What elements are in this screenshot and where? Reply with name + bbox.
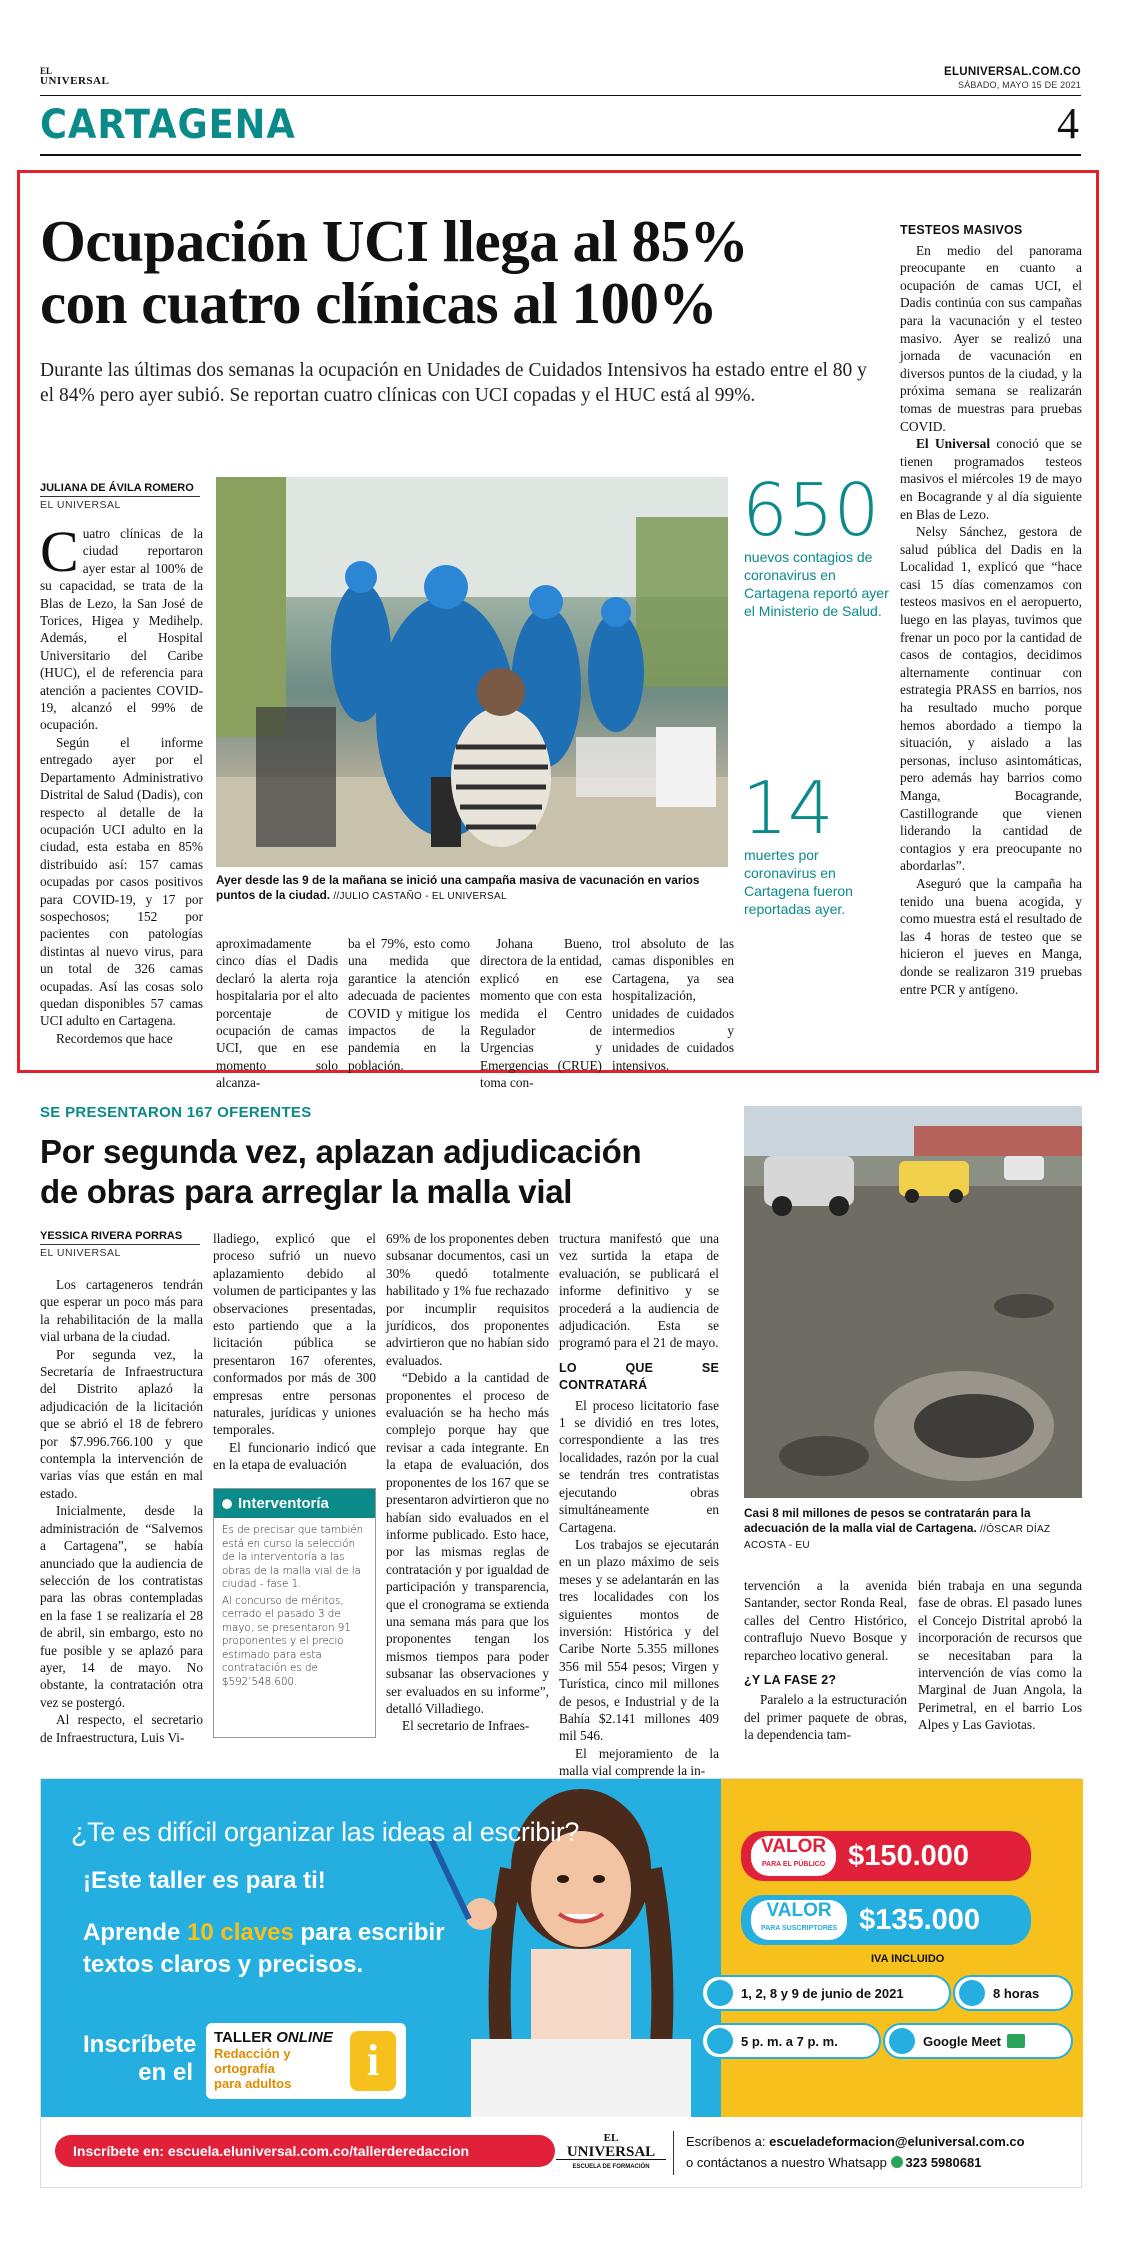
- article1-col1: [40, 519, 203, 1047]
- road-photo-illustration: [744, 1106, 1082, 1498]
- masthead-site: ELUNIVERSAL.COM.CO: [943, 66, 1081, 78]
- article2-col3-p3: El secretario de Infraes-: [402, 1718, 530, 1734]
- article2-col1-p2: Por segunda vez, la Secretaría de Infraestructura del Distrito aplazó la adjudicación de la licitación que se abrió el 18 de febrero por $7.996.766.100 y que contempla la intervención de varias vías que están en mal estado.: [40, 1346, 203, 1501]
- masthead-date: SÁBADO, MAYO 15 DE 2021: [958, 80, 1081, 90]
- article1-sidebar-p2: El Universal conoció que se tienen programados testeos masivos el miércoles 19 de mayo en Bocagrande y al día siguiente en Blas de Lezo.: [900, 436, 1083, 522]
- interventoria-body: [214, 1518, 375, 1695]
- ad-question: ¿Te es difícil organizar las ideas al escribir?: [71, 1817, 580, 1847]
- timer-icon: [707, 2028, 733, 2054]
- writing-course-ad: [40, 1778, 1082, 2188]
- road-photo: [744, 1106, 1082, 1498]
- road-photo-credit: //ÓSCAR DÍAZ ACOSTA - EU: [744, 1524, 1051, 1551]
- dates-pill: 1, 2, 8 y 9 de junio de 2021: [701, 1975, 951, 2011]
- contact-whatsapp[interactable]: 323 5980681: [905, 2155, 982, 2170]
- section-name: CARTAGENA: [40, 102, 296, 148]
- article2-col6-p1: bién trabaja en una segunda fase de obras. El pasado lunes el Concejo Distrital aprobó la incorporación de recursos que se necesitaban para la intervención de vías como la Marginal de Juan Angola, la Perimetral, en el barrio Los Alpes y Las Gaviotas.: [918, 1578, 1082, 1733]
- ad-right-panel: [721, 1779, 1083, 2117]
- platform-pill: Google Meet: [883, 2023, 1073, 2059]
- article2-col2-p1: lladiego, explicó que el proceso sufrió un nuevo aplazamiento debido al volumen de participantes y las observaciones presentadas, esto partiendo que a la licitación pública se presentaron 167 oferentes, conformados por más de 300 empresas entre personas naturales, jurídicas y uniones temporales.: [213, 1231, 376, 1438]
- stat-14-text: muertes por coronavirus en Cartagena fueron reportadas ayer.: [744, 847, 853, 917]
- iva-note: IVA INCLUIDO: [871, 1953, 945, 1965]
- article2-kicker: SE PRESENTARON 167 OFERENTES: [40, 1104, 312, 1121]
- article1-sidebar: [900, 222, 1082, 998]
- time-pill: 5 p. m. a 7 p. m.: [701, 2023, 881, 2059]
- price-subscribers: VALOR PARA SUSCRIPTORES $135.000: [741, 1895, 1031, 1945]
- article1-sidebar-p1: En medio del panorama preocupante en cuanto a ocupación de camas UCI, el Dadis continúa con sus campañas para la vacunación y el testeo masivo. Ayer se realizó una jornada de vacunación en diversos puntos de la ciudad, y la próxima semana se realizarán tomas de muestras para pruebas COVID.: [900, 242, 1082, 434]
- article2-outlet: EL UNIVERSAL: [40, 1244, 200, 1259]
- ad-line3: Aprende 10 claves para escribir: [83, 1919, 445, 1946]
- article2-col1: [40, 1276, 203, 1746]
- article2-col1-p4: Al respecto, el secretario de Infraestructura, Luis Vi-: [40, 1712, 203, 1745]
- clock-icon: [959, 1980, 985, 2006]
- ad-contact: Escríbenos a: escueladeformacion@eluniversal.com.co o contáctanos a nuestro Whatsapp 323 5980681: [686, 2134, 1025, 2170]
- ad-inscribete: Inscríbete en el: [83, 2031, 197, 2086]
- article1-col1-p2: Según el informe entregado ayer por el Departamento Administrativo Distrital de Salud (Dadis), con respecto al detalle de la ocupación UCI adulto en la ciudad, esta estaba en 85% distribuido así: 157 camas ocupadas por casos positivos para COVID-19, y 17 por sospechosos; 152 por pacientes con patologías distintas al nuevo virus, para un total de 326 camas ocupadas. Así las cosas solo quedan disponibles 57 camas UCI adulto en Cartagena.: [40, 734, 203, 1029]
- calendar-icon: [707, 1980, 733, 2006]
- article2-col2: [213, 1230, 376, 1474]
- bullet-icon: [222, 1499, 232, 1509]
- masthead-logo: [40, 66, 109, 86]
- article2-col4-p3: Los trabajos se ejecutarán en un plazo máximo de seis meses y se adelantarán en las tres localidades con los siguientes montos de inversión: Histórica y del Caribe Norte 5.355 millones 356 mil 554 pesos; Virgen y Turística, cinco mil millones de pesos, e Industrial y de la Bahía $2.141 millones 409 mil 546.: [559, 1536, 719, 1744]
- article2-col3: [386, 1230, 549, 1735]
- hours-pill: 8 horas: [953, 1975, 1073, 2011]
- article2-col4-p4: El mejoramiento de la malla vial comprende la in-: [559, 1745, 719, 1779]
- ad-line2: ¡Este taller es para ti!: [83, 1867, 326, 1894]
- article2-col1-p3: Inicialmente, desde la administración de “Salvemos a Cartagena”, se había anunciado que la audiencia de selección de los contratistas para las obras contempladas en la fase 1 se realizaría el 28 de abril, sin embargo, esto no fue posible y se aplazó para ayer, 14 de mayo. No obstante, la contratación otra vez se postergó.: [40, 1503, 203, 1710]
- article2-col5-p2: Paralelo a la estructuración del primer paquete de obras, la dependencia tam-: [744, 1692, 907, 1743]
- article1-author: JULIANA DE ÁVILA ROMERO: [40, 482, 194, 494]
- article1-title-line2: con cuatro clínicas al 100%: [40, 270, 717, 336]
- page-number: 4: [1057, 99, 1079, 148]
- masthead: [40, 60, 1081, 96]
- article2-col4-p2: El proceso licitatorio fase 1 se dividió en tres lotes, correspondiente a las tres localidades, razón por la cual se tendrán tres contratistas ejecutando obras simultáneamente en Cartagena.: [559, 1397, 719, 1535]
- monitor-icon: [889, 2028, 915, 2054]
- contact-email[interactable]: escueladeformacion@eluniversal.com.co: [769, 2134, 1025, 2149]
- article1-title-line1: Ocupación UCI llega al 85%: [40, 208, 749, 274]
- interventoria-p1: Es de precisar que también está en curso la selección de la interventoría a las obras de la malla vial de la ciudad - fase 1.: [222, 1524, 364, 1590]
- price-subscribers-value: $135.000: [859, 1903, 981, 1936]
- article1-bottom-col1: aproximadamente cinco días el Dadis declaró la alerta roja hospitalaria por el alto porcentaje de ocupación de camas UCI, que en ese momento solo alcanza-: [216, 936, 338, 1091]
- article1-outlet: EL UNIVERSAL: [40, 496, 200, 511]
- price-public-value: $150.000: [848, 1839, 970, 1872]
- signup-link[interactable]: Inscríbete en: escuela.eluniversal.com.co/tallerderedaccion: [55, 2135, 555, 2167]
- article1-col1-p1: Cuatro clínicas de la ciudad reportaron ayer estar al 100% de su capacidad, se trata de la Blas de Lezo, la San José de Torices, Higea y Medihelp. Además, el Hospital Universitario del Caribe (HUC), el de referencia para atención a pacientes COVID-19, alcanzó el 99% de ocupación.: [40, 519, 203, 733]
- section-rule: [40, 154, 1081, 156]
- article2-col4: [559, 1230, 719, 1780]
- google-meet-icon: [1007, 2034, 1025, 2048]
- interventoria-title: Interventoría: [238, 1495, 329, 1512]
- road-photo-caption: Casi 8 mil millones de pesos se contratarán para la adecuación de la malla vial de Cartagena. //ÓSCAR DÍAZ ACOSTA - EU: [744, 1506, 1051, 1551]
- article1-bottom-col4: trol absoluto de las camas disponibles en Cartagena, ya sea hospitalización, unidades de cuidados intermedios y unidades de cuidados intensivos.: [612, 936, 734, 1073]
- vaccination-photo-credit: //JULIO CASTAÑO - EL UNIVERSAL: [333, 891, 507, 902]
- article1-lead: Durante las últimas dos semanas la ocupación en Unidades de Cuidados Intensivos ha estado entre el 80 y el 84% pero ayer subió. Se reportan cuatro clínicas con UCI copadas y el HUC está al 99%.: [40, 360, 867, 406]
- masthead-logo-bottom: UNIVERSAL: [40, 75, 110, 87]
- article1-sidebar-p4: Aseguró que la campaña ha tenido una buena acogida, y como muestra está el resultado de las 4 horas de testeo que se hicieron el jueves en Manga, donde se realizaron 319 pruebas entre PCR y antígeno.: [900, 875, 1082, 997]
- interventoria-p2: Al concurso de méritos, cerrado el pasado 3 de mayo, se presentaron 91 proponentes y el precio estimado para esta contratación es de $592’548.600.: [222, 1594, 351, 1688]
- article2-col3-p2: “Debido a la cantidad de proponentes el proceso de evaluación se ha hecho más complejo porque hay que revisar a cada integrante. En la etapa de evaluación, dos proponentes de los 167 que se presentaron advirtieron que no habían sido evaluados en el informe publicado. Esto hace, por las mismas reglas de contratación y por igualdad de participación y transparencia, que el cronograma se extienda una semana más para que los proponentes tengan los mismos tiempos para poder subsanar las observaciones y ser evaluados en su informe”, detalló Villadiego.: [386, 1370, 549, 1716]
- whatsapp-icon: [891, 2156, 903, 2168]
- article1-title: [40, 210, 880, 334]
- vaccination-photo-illustration: [216, 477, 728, 867]
- article2-col3-p1: 69% de los proponentes deben subsanar documentos, casi un 30% quedó totalmente habilitado y 1% fue rechazado por incumplir requisitos jurídicos, dos proponentes advirtieron que no habían sido evaluados.: [386, 1231, 549, 1368]
- article2-title-line1: Por segunda vez, aplazan adjudicación: [40, 1133, 642, 1170]
- article2-col5-subhead: ¿Y LA FASE 2?: [744, 1673, 837, 1688]
- article1-bottom-col2: ba el 79%, esto como una medida que garantice la atención adecuada de pacientes COVID y mitigue los impactos de la pandemia en la población.: [348, 936, 470, 1073]
- article1-sidebar-head: TESTEOS MASIVOS: [900, 223, 1023, 237]
- article1-dropcap: C: [40, 519, 79, 584]
- ad-logo: EL UNIVERSAL ESCUELA DE FORMACIÓN: [556, 2131, 666, 2174]
- article2-col6: [918, 1577, 1082, 1734]
- article1-byline: [40, 482, 200, 511]
- interventoria-header: [214, 1489, 375, 1518]
- stat-14-number: 14: [742, 766, 834, 850]
- article1-col1-p3: Recordemos que hace: [56, 1030, 173, 1046]
- article2-col2-p2: El funcionario indicó que en la etapa de evaluación: [213, 1439, 376, 1473]
- price-public: VALOR PARA EL PÚBLICO $150.000: [741, 1831, 1031, 1881]
- article2-col5: [744, 1577, 907, 1744]
- stat-650-text: nuevos contagios de coronavirus en Cartagena reportó ayer el Ministerio de Salud.: [744, 549, 889, 619]
- article1-sidebar-p3: Nelsy Sánchez, gestora de salud pública del Dadis en la Localidad 1, explicó que “hace casi 15 días comenzamos con testeos masivos en el aeropuerto, luego en las playas, tuvimos que frenar un poco por la cantidad de casos de contagios, decidimos alternamente continuar con estrategia PRASS en barrios, nos ha resultado mucho porque hemos abordado a tiempo la situación, y aislado a las personas, incluso asintomáticas, pero además hay barrios como Manga, Bocagrande, Castillogrande que vienen liderando la cantidad de contagios y era preocupante no abordarlas”.: [900, 524, 1082, 874]
- masthead-logo-top: EL: [40, 66, 53, 76]
- article2-title-line2: de obras para arreglar la malla vial: [40, 1173, 573, 1210]
- ad-line4: textos claros y precisos.: [83, 1951, 364, 1978]
- article2-col1-p1: Los cartageneros tendrán que esperar un poco más para la rehabilitación de la malla vial urbana de la ciudad.: [40, 1277, 203, 1345]
- article2-byline: [40, 1230, 200, 1259]
- article1-bottom-col3: Johana Bueno, directora de la entidad, explicó en ese momento que con esta medida el Centro Regulador de Urgencias y Emergencias (CRUE) toma con-: [480, 936, 602, 1091]
- article2-col4-subhead: LO QUE SE CONTRATARÁ: [559, 1360, 719, 1393]
- article2-title: [40, 1132, 740, 1212]
- taller-badge: TALLER ONLINE Redacción y ortografía para adultos i: [206, 2023, 406, 2099]
- article2-author: YESSICA RIVERA PORRAS: [40, 1230, 183, 1242]
- ad-contact-divider: [673, 2131, 674, 2175]
- vaccination-photo-caption: Ayer desde las 9 de la mañana se inició una campaña masiva de vacunación en varios puntos de la ciudad. //JULIO CASTAÑO - EL UNIVERSAL: [216, 873, 700, 902]
- info-icon: i: [350, 2031, 396, 2091]
- article2-col5-p1: tervención a la avenida Santander, sector Ronda Real, calles del Centro Histórico, contraflujo Nuevo Bosque y reparcheo locativo general.: [744, 1578, 907, 1663]
- vaccination-photo: [216, 477, 728, 867]
- article2-col4-p1: tructura manifestó que una vez surtida la etapa de evaluación, se publicará el informe definitivo y se procederá a la audiencia de adjudicación. Esta se programó para el 21 de mayo.: [559, 1231, 719, 1351]
- stat-650-number: 650: [742, 468, 880, 552]
- interventoria-box: [213, 1488, 376, 1738]
